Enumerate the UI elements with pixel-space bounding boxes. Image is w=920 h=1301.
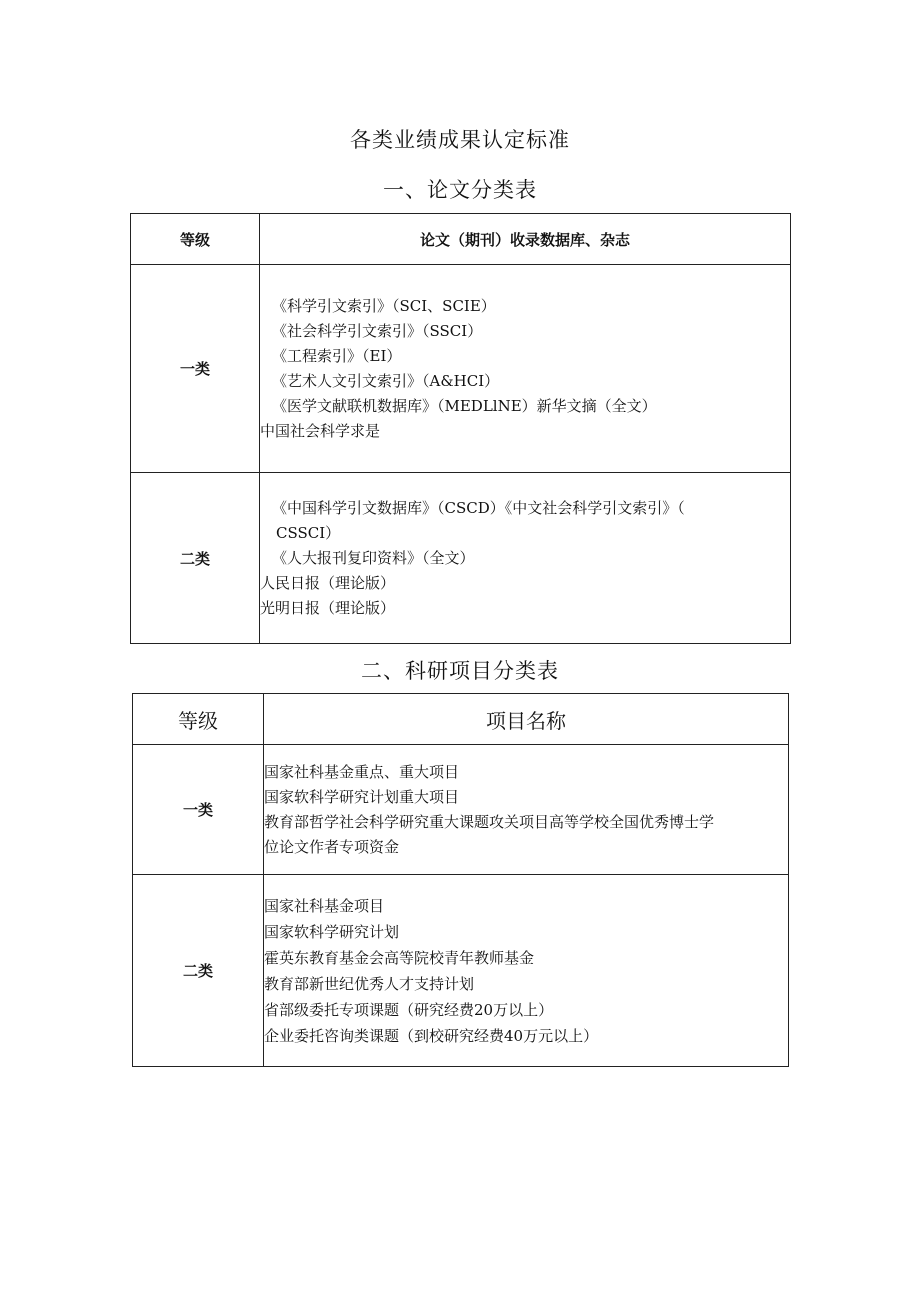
list-item: 教育部新世纪优秀人才支持计划 (264, 974, 475, 993)
list-item: 光明日报（理论版） (260, 598, 396, 617)
list-item: 《科学引文索引》（SCI、SCIE） (272, 296, 496, 315)
table-header-row (131, 214, 791, 265)
list-item: 位论文作者专项资金 (264, 837, 400, 856)
table-row (131, 473, 791, 644)
header-content: 论文（期刊）收录数据库、杂志 (260, 214, 791, 265)
list-item: 人民日报（理论版） (260, 573, 396, 592)
project-classification-table (132, 693, 789, 1067)
row-content (264, 875, 789, 1067)
row-content (264, 745, 789, 875)
header-level: 等级 (131, 214, 260, 265)
list-item: CSSCI） (276, 523, 341, 542)
list-item: 霍英东教育基金会高等院校青年教师基金 (264, 948, 535, 967)
paper-classification-table (130, 213, 791, 644)
section-title-projects: 二、科研项目分类表 (361, 659, 559, 683)
row-content (260, 265, 791, 473)
list-item: 国家社科基金重点、重大项目 (264, 762, 460, 781)
list-item: 国家社科基金项目 (264, 896, 385, 915)
header-content: 项目名称 (264, 694, 789, 745)
page-title: 各类业绩成果认定标准 (350, 128, 570, 152)
list-item: 《社会科学引文索引》（SSCI） (272, 321, 483, 340)
row-level: 一类 (133, 745, 264, 875)
list-item: 国家软科学研究计划 (264, 922, 400, 941)
table-row (133, 745, 789, 875)
list-item: 《工程索引》（EI） (272, 346, 402, 365)
list-item: 教育部哲学社会科学研究重大课题攻关项目高等学校全国优秀博士学 (264, 812, 715, 831)
list-item: 国家软科学研究计划重大项目 (264, 787, 460, 806)
row-content (260, 473, 791, 644)
list-item: 《艺术人文引文索引》（A&HCI） (272, 371, 500, 390)
header-level: 等级 (133, 694, 264, 745)
table-row (131, 265, 791, 473)
table-header-row (133, 694, 789, 745)
list-item: 省部级委托专项课题（研究经费20万以上） (264, 1000, 554, 1019)
list-item: 《医学文献联机数据库》（MEDLlNE）新华文摘（全文） (272, 396, 657, 415)
table-row (133, 875, 789, 1067)
list-item: 企业委托咨询类课题（到校研究经费40万元以上） (264, 1026, 599, 1045)
row-level: 一类 (131, 265, 260, 473)
list-item: 《中国科学引文数据库》（CSCD）《中文社会科学引文索引》（ (272, 498, 685, 517)
section-title-papers: 一、论文分类表 (383, 178, 537, 202)
row-level: 二类 (131, 473, 260, 644)
list-item: 《人大报刊复印资料》（全文） (272, 548, 475, 567)
list-item: 中国社会科学求是 (260, 421, 381, 440)
row-level: 二类 (133, 875, 264, 1067)
